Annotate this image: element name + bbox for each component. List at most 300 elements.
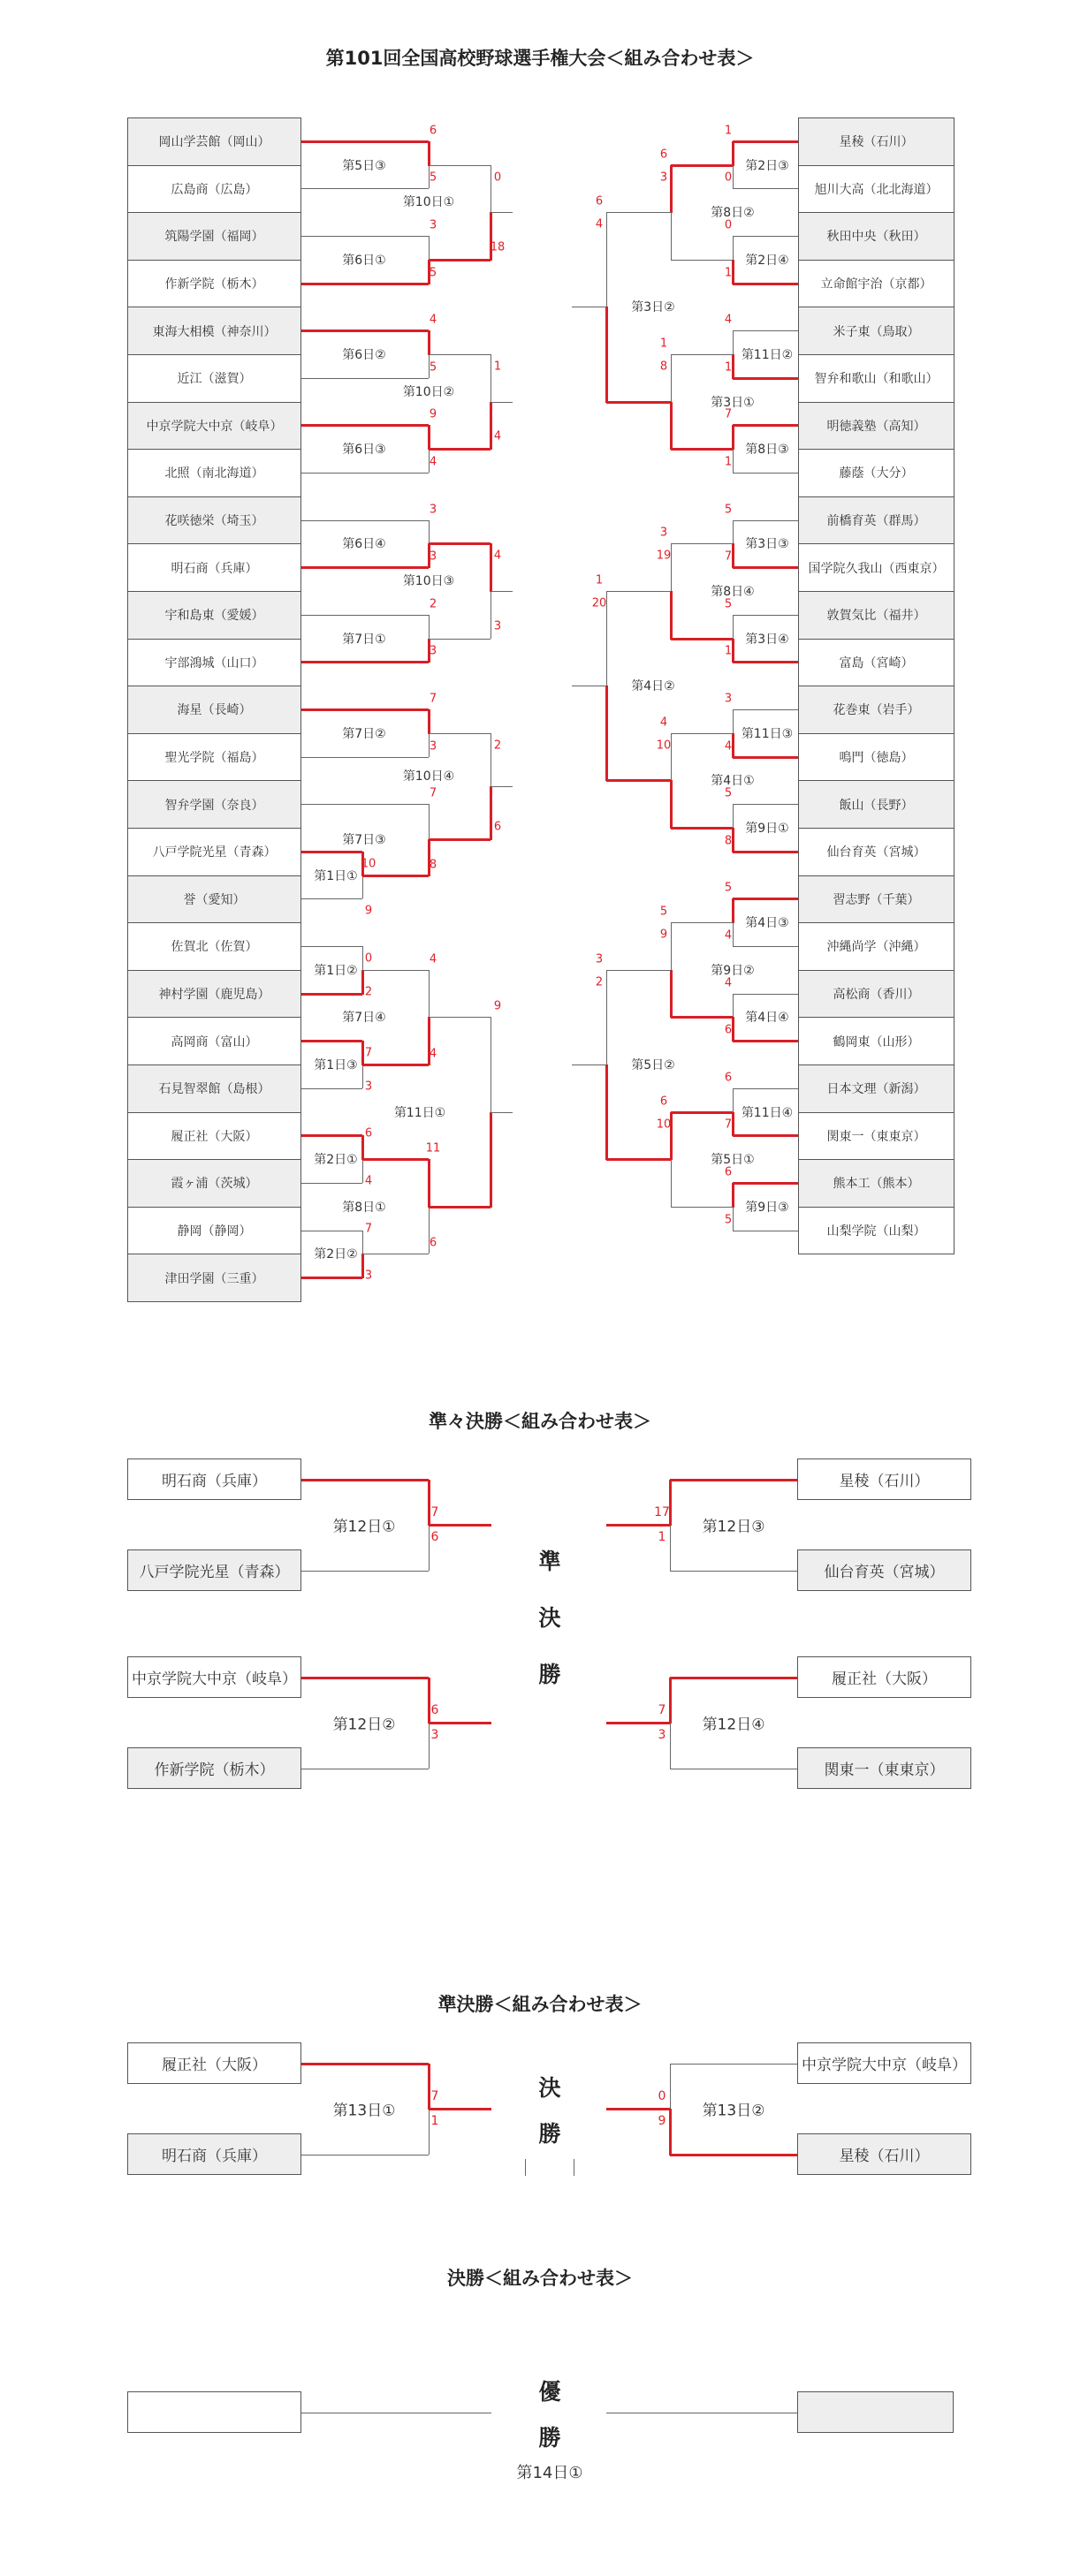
match-date-label: 第3日① (711, 395, 755, 410)
winner-line (301, 424, 429, 427)
team-slot: 日本文理（新潟） (798, 1064, 955, 1113)
bracket-line (301, 378, 429, 379)
winner-line (429, 259, 491, 261)
winner-line (429, 1206, 491, 1208)
bracket-line (606, 970, 671, 971)
team-slot: 習志野（千葉） (798, 875, 955, 924)
match-date-label: 第13日② (702, 2102, 765, 2120)
match-date-label: 第5日② (631, 1058, 675, 1072)
sf-team-slot: 中京学院大中京（岐阜） (797, 2042, 971, 2084)
match-date-label: 第7日② (342, 726, 386, 741)
team-slot: 仙台育英（宮城） (798, 828, 955, 876)
winner-line (670, 780, 673, 829)
winner-line (301, 140, 429, 143)
score-value: 4 (659, 716, 668, 730)
score-value: 3 (595, 952, 604, 966)
match-date-label: 第6日③ (342, 443, 386, 458)
match-date-label: 第6日④ (342, 537, 386, 552)
winner-line (671, 638, 733, 640)
match-date-label: 第11日② (741, 348, 794, 362)
match-date-label: 第2日③ (745, 158, 789, 173)
team-slot: 聖光学院（福島） (127, 733, 301, 782)
winner-line (670, 970, 673, 1019)
score-value: 6 (659, 1095, 668, 1109)
match-date-label: 第2日① (314, 1153, 358, 1168)
winner-line (670, 1479, 797, 1481)
qf-team-slot: 履正社（大阪） (797, 1656, 971, 1698)
bracket-line (733, 188, 798, 189)
bracket-line (733, 709, 734, 733)
bracket-line (301, 2155, 429, 2156)
team-slot: 八戸学院光星（青森） (127, 828, 301, 876)
score-value: 5 (429, 360, 437, 375)
bracket-line (429, 733, 491, 734)
score-value: 5 (659, 905, 668, 919)
score-value: 4 (429, 313, 437, 327)
score-value: 0 (658, 2089, 666, 2103)
match-date-label: 第11日③ (741, 726, 794, 741)
qf-team-slot: 中京学院大中京（岐阜） (127, 1656, 301, 1698)
winner-line (733, 377, 798, 380)
qf-team-slot: 仙台育英（宮城） (797, 1549, 971, 1591)
score-value: 4 (429, 1047, 437, 1061)
score-value: 9 (364, 904, 373, 918)
champion-label-char: 優 (538, 2379, 561, 2405)
bracket-line (301, 804, 429, 805)
team-slot: 熊本工（熊本） (798, 1159, 955, 1208)
sf-team-slot: 星稜（石川） (797, 2133, 971, 2175)
score-value: 3 (364, 1080, 373, 1094)
bracket-line (733, 1088, 798, 1089)
winner-line (362, 1158, 429, 1161)
team-slot: 岡山学芸館（岡山） (127, 117, 301, 166)
team-slot: 立命館宇治（京都） (798, 260, 955, 308)
team-slot: 作新学院（栃木） (127, 260, 301, 308)
score-value: 3 (493, 619, 502, 633)
final-label-char: 勝 (538, 2121, 561, 2147)
score-value: 9 (429, 407, 437, 421)
score-value: 4 (724, 976, 733, 990)
bracket-line (733, 520, 734, 544)
match-date-label: 第12日④ (702, 1716, 765, 1734)
winner-line (362, 1064, 429, 1066)
score-value: 7 (429, 692, 437, 706)
bracket-line (362, 1159, 363, 1183)
bracket-line (429, 804, 430, 839)
score-value: 1 (724, 124, 733, 138)
bracket-line (733, 615, 798, 616)
winner-line (301, 566, 429, 569)
winner-line (301, 993, 362, 996)
semifinal-label-char: 準 (538, 1549, 561, 1574)
bracket-line (733, 1088, 734, 1112)
winner-line (490, 543, 492, 592)
score-value: 6 (659, 148, 668, 162)
winner-line (732, 425, 734, 450)
team-slot: 神村学園（鹿児島） (127, 970, 301, 1019)
team-slot: 中京学院大中京（岐阜） (127, 402, 301, 451)
match-date-label: 第4日② (631, 679, 675, 694)
winner-line (732, 543, 734, 568)
team-slot: 高松商（香川） (798, 970, 955, 1019)
winner-line (606, 1524, 670, 1527)
score-value: 4 (724, 928, 733, 943)
qf-team-slot: 星稜（石川） (797, 1458, 971, 1500)
match-date-label: 第1日② (314, 963, 358, 978)
bracket-line (429, 520, 430, 544)
team-slot: 沖縄尚学（沖縄） (798, 922, 955, 971)
bracket-line (362, 875, 363, 899)
winner-line (733, 661, 798, 663)
team-slot: 宇和島東（愛媛） (127, 591, 301, 640)
bracket-line (670, 2064, 671, 2110)
bracket-line (491, 212, 513, 213)
bracket-line (429, 1525, 430, 1571)
champion-slot-left (127, 2391, 301, 2433)
bracket-line (606, 212, 607, 307)
bracket-line (733, 236, 734, 260)
score-value: 3 (659, 170, 668, 185)
qf-team-slot: 八戸学院光星（青森） (127, 1549, 301, 1591)
team-slot: 山梨学院（山梨） (798, 1207, 955, 1255)
winner-line (732, 354, 734, 379)
winner-line (732, 898, 734, 923)
final-label-char: 決 (538, 2075, 561, 2101)
score-value: 6 (493, 820, 502, 834)
score-value: 8 (429, 858, 437, 872)
score-value: 1 (493, 360, 502, 374)
winner-line (732, 141, 734, 166)
team-slot: 佐賀北（佐賀） (127, 922, 301, 971)
team-slot: 敦賀気比（福井） (798, 591, 955, 640)
bracket-line (429, 970, 430, 1018)
bracket-line (671, 733, 733, 734)
winner-line (362, 875, 429, 877)
bracket-line (733, 473, 798, 474)
winner-line (361, 1135, 364, 1160)
team-slot: 筑陽学園（福岡） (127, 212, 301, 261)
match-date-label: 第1日① (314, 868, 358, 883)
bracket-line (362, 970, 429, 971)
score-value: 8 (724, 834, 733, 848)
winner-line (301, 1277, 362, 1279)
score-value: 10 (656, 739, 672, 753)
winner-line (490, 1112, 492, 1208)
bracket-line (429, 1017, 491, 1018)
bracket-line (671, 922, 733, 923)
team-slot: 石見智翠館（島根） (127, 1064, 301, 1113)
team-slot: 津田学園（三重） (127, 1254, 301, 1302)
winner-line (429, 2108, 491, 2110)
bracket-line (606, 970, 607, 1064)
team-slot: 秋田中央（秋田） (798, 212, 955, 261)
score-value: 0 (364, 951, 373, 966)
score-value: 3 (659, 526, 668, 540)
team-slot: 鶴岡東（山形） (798, 1017, 955, 1065)
winner-line (605, 307, 608, 402)
winner-line (361, 1254, 364, 1278)
score-value: 1 (724, 360, 733, 375)
winner-line (301, 708, 429, 711)
match-date-label: 第4日③ (745, 916, 789, 931)
team-slot: 海星（長崎） (127, 686, 301, 734)
winner-line (732, 1112, 734, 1137)
winner-line (733, 1182, 798, 1185)
score-value: 17 (654, 1505, 670, 1519)
bracket-line (733, 330, 734, 354)
quarterfinal-title: 準々決勝＜組み合わせ表＞ (429, 1411, 651, 1432)
score-value: 4 (493, 549, 502, 563)
match-date-label: 第8日③ (745, 443, 789, 458)
main-title: 第101回全国高校野球選手権大会＜組み合わせ表＞ (325, 48, 755, 69)
winner-line (490, 402, 492, 451)
score-value: 3 (429, 503, 437, 517)
winner-line (361, 970, 364, 995)
score-value: 6 (430, 1530, 439, 1544)
team-slot: 東海大相模（神奈川） (127, 307, 301, 355)
winner-line (670, 591, 673, 640)
bracket-line (733, 330, 798, 331)
match-date-label: 第1日③ (314, 1058, 358, 1072)
team-slot: 智弁和歌山（和歌山） (798, 354, 955, 403)
final-title: 決勝＜組み合わせ表＞ (447, 2268, 633, 2289)
match-date-label: 第3日④ (745, 632, 789, 647)
semifinal-title: 準決勝＜組み合わせ表＞ (437, 1994, 643, 2015)
bracket-line (301, 898, 362, 899)
team-slot: 関東一（東東京） (798, 1112, 955, 1161)
score-value: 7 (724, 549, 733, 564)
score-value: 6 (724, 1165, 733, 1179)
bracket-line (733, 709, 798, 710)
score-value: 3 (429, 644, 437, 658)
winner-line (669, 1678, 672, 1724)
score-value: 9 (658, 2114, 666, 2128)
score-value: 3 (430, 1728, 439, 1742)
score-value: 5 (429, 266, 437, 280)
score-value: 7 (658, 1703, 666, 1717)
winner-line (606, 2108, 670, 2110)
score-value: 5 (724, 881, 733, 895)
score-value: 2 (364, 985, 373, 999)
qf-team-slot: 明石商（兵庫） (127, 1458, 301, 1500)
bracket-line (733, 804, 734, 828)
team-slot: 誉（愛知） (127, 875, 301, 924)
bracket-line (491, 402, 513, 403)
winner-line (428, 141, 430, 166)
match-date-label: 第10日③ (402, 574, 455, 588)
winner-line (670, 165, 673, 214)
winner-line (429, 448, 491, 451)
winner-line (732, 733, 734, 758)
winner-line (732, 1183, 734, 1208)
match-date-label: 第8日④ (711, 585, 755, 599)
winner-line (732, 639, 734, 663)
match-date-label: 第4日① (711, 774, 755, 789)
bracket-line (606, 591, 671, 592)
bracket-line (429, 354, 491, 355)
team-slot: 静岡（静岡） (127, 1207, 301, 1255)
team-slot: 旭川大高（北北海道） (798, 165, 955, 214)
score-value: 6 (724, 1023, 733, 1037)
score-value: 1 (724, 266, 733, 280)
score-value: 4 (364, 1174, 373, 1188)
winner-line (429, 542, 491, 545)
bracket-line (525, 2159, 526, 2176)
bracket-line (671, 354, 672, 402)
team-slot: 花咲徳栄（埼玉） (127, 496, 301, 545)
winner-line (733, 283, 798, 285)
winner-line (733, 851, 798, 853)
bracket-line (671, 1159, 672, 1207)
team-slot: 明徳義塾（高知） (798, 402, 955, 451)
match-date-label: 第13日① (332, 2102, 396, 2120)
match-date-label: 第9日② (711, 963, 755, 978)
score-value: 3 (429, 218, 437, 232)
bracket-line (429, 615, 430, 639)
bracket-line (606, 212, 671, 213)
score-value: 11 (425, 1141, 441, 1155)
winner-line (429, 1722, 491, 1724)
bracket-line (671, 543, 733, 544)
winner-line (732, 828, 734, 852)
winner-line (733, 424, 798, 427)
score-value: 3 (429, 549, 437, 564)
winner-line (671, 1111, 733, 1114)
bracket-line (301, 615, 429, 616)
score-value: 19 (656, 549, 672, 563)
winner-line (301, 1479, 429, 1481)
winner-line (671, 827, 733, 830)
bracket-line (572, 1064, 606, 1065)
score-value: 9 (659, 928, 668, 942)
score-value: 2 (493, 739, 502, 753)
bracket-line (429, 1723, 430, 1769)
team-slot: 鳴門（徳島） (798, 733, 955, 782)
bracket-line (362, 1231, 363, 1254)
team-slot: 飯山（長野） (798, 780, 955, 829)
score-value: 0 (724, 170, 733, 185)
semifinal-label-char: 決 (538, 1605, 561, 1631)
winner-line (669, 2109, 672, 2156)
bracket-line (301, 1571, 429, 1572)
team-slot: 広島商（広島） (127, 165, 301, 214)
score-value: 18 (490, 240, 506, 254)
winner-line (733, 140, 798, 143)
final-date-label: 第14日① (516, 2464, 583, 2482)
score-value: 5 (724, 1213, 733, 1227)
score-value: 4 (595, 217, 604, 231)
winner-line (428, 709, 430, 734)
winner-line (301, 1040, 362, 1042)
bracket-line (670, 2064, 797, 2065)
match-date-label: 第10日④ (402, 769, 455, 784)
score-value: 7 (430, 1505, 439, 1519)
sf-team-slot: 明石商（兵庫） (127, 2133, 301, 2175)
bracket-line (491, 786, 513, 787)
score-value: 6 (429, 124, 437, 138)
sf-team-slot: 履正社（大阪） (127, 2042, 301, 2084)
score-value: 5 (724, 503, 733, 517)
bracket-line (429, 2109, 430, 2155)
bracket-line (429, 639, 491, 640)
score-value: 0 (493, 170, 502, 185)
winner-line (361, 1041, 364, 1065)
bracket-line (491, 1112, 513, 1113)
bracket-line (671, 260, 733, 261)
qf-team-slot: 関東一（東東京） (797, 1747, 971, 1789)
team-slot: 国学院久我山（西東京） (798, 543, 955, 592)
bracket-line (733, 1207, 734, 1231)
winner-line (301, 330, 429, 332)
score-value: 1 (595, 573, 604, 587)
match-date-label: 第7日④ (342, 1011, 386, 1026)
bracket-line (671, 1207, 733, 1208)
winner-line (733, 1134, 798, 1137)
winner-line (606, 1158, 671, 1161)
score-value: 7 (724, 407, 733, 421)
score-value: 0 (724, 218, 733, 232)
score-value: 9 (493, 999, 502, 1013)
score-value: 5 (724, 786, 733, 800)
score-value: 6 (429, 1236, 437, 1250)
score-value: 1 (724, 455, 733, 469)
score-value: 6 (724, 1071, 733, 1085)
bracket-line (733, 615, 734, 639)
match-date-label: 第5日① (711, 1153, 755, 1168)
bracket-line (670, 1525, 671, 1571)
winner-line (301, 1677, 429, 1679)
bracket-line (671, 922, 672, 970)
winner-line (605, 686, 608, 781)
team-slot: 北照（南北海道） (127, 449, 301, 497)
score-value: 6 (430, 1703, 439, 1717)
bracket-line (733, 994, 734, 1018)
match-date-label: 第6日① (342, 253, 386, 268)
winner-line (428, 425, 430, 450)
score-value: 4 (493, 429, 502, 443)
bracket-line (362, 946, 363, 970)
bracket-line (301, 188, 429, 189)
bracket-line (670, 1723, 671, 1769)
score-value: 6 (364, 1126, 373, 1140)
team-slot: 宇部鴻城（山口） (127, 639, 301, 687)
score-value: 10 (656, 1118, 672, 1132)
winner-line (671, 448, 733, 451)
match-date-label: 第9日① (745, 822, 789, 836)
bracket-line (733, 922, 734, 946)
score-value: 7 (429, 786, 437, 800)
winner-line (490, 786, 492, 840)
team-slot: 米子東（鳥取） (798, 307, 955, 355)
bracket-line (301, 1183, 362, 1184)
score-value: 3 (429, 739, 437, 754)
match-date-label: 第10日② (402, 384, 455, 399)
team-slot: 霞ヶ浦（茨城） (127, 1159, 301, 1208)
winner-line (301, 283, 429, 285)
score-value: 4 (429, 952, 437, 966)
winner-line (733, 756, 798, 759)
match-date-label: 第7日③ (342, 833, 386, 848)
score-value: 2 (429, 597, 437, 611)
team-slot: 高岡商（富山） (127, 1017, 301, 1065)
score-value: 1 (724, 644, 733, 658)
winner-line (301, 661, 429, 663)
score-value: 1 (659, 337, 668, 351)
winner-line (606, 779, 671, 782)
winner-line (670, 402, 673, 451)
winner-line (733, 566, 798, 569)
bracket-line (301, 520, 429, 521)
